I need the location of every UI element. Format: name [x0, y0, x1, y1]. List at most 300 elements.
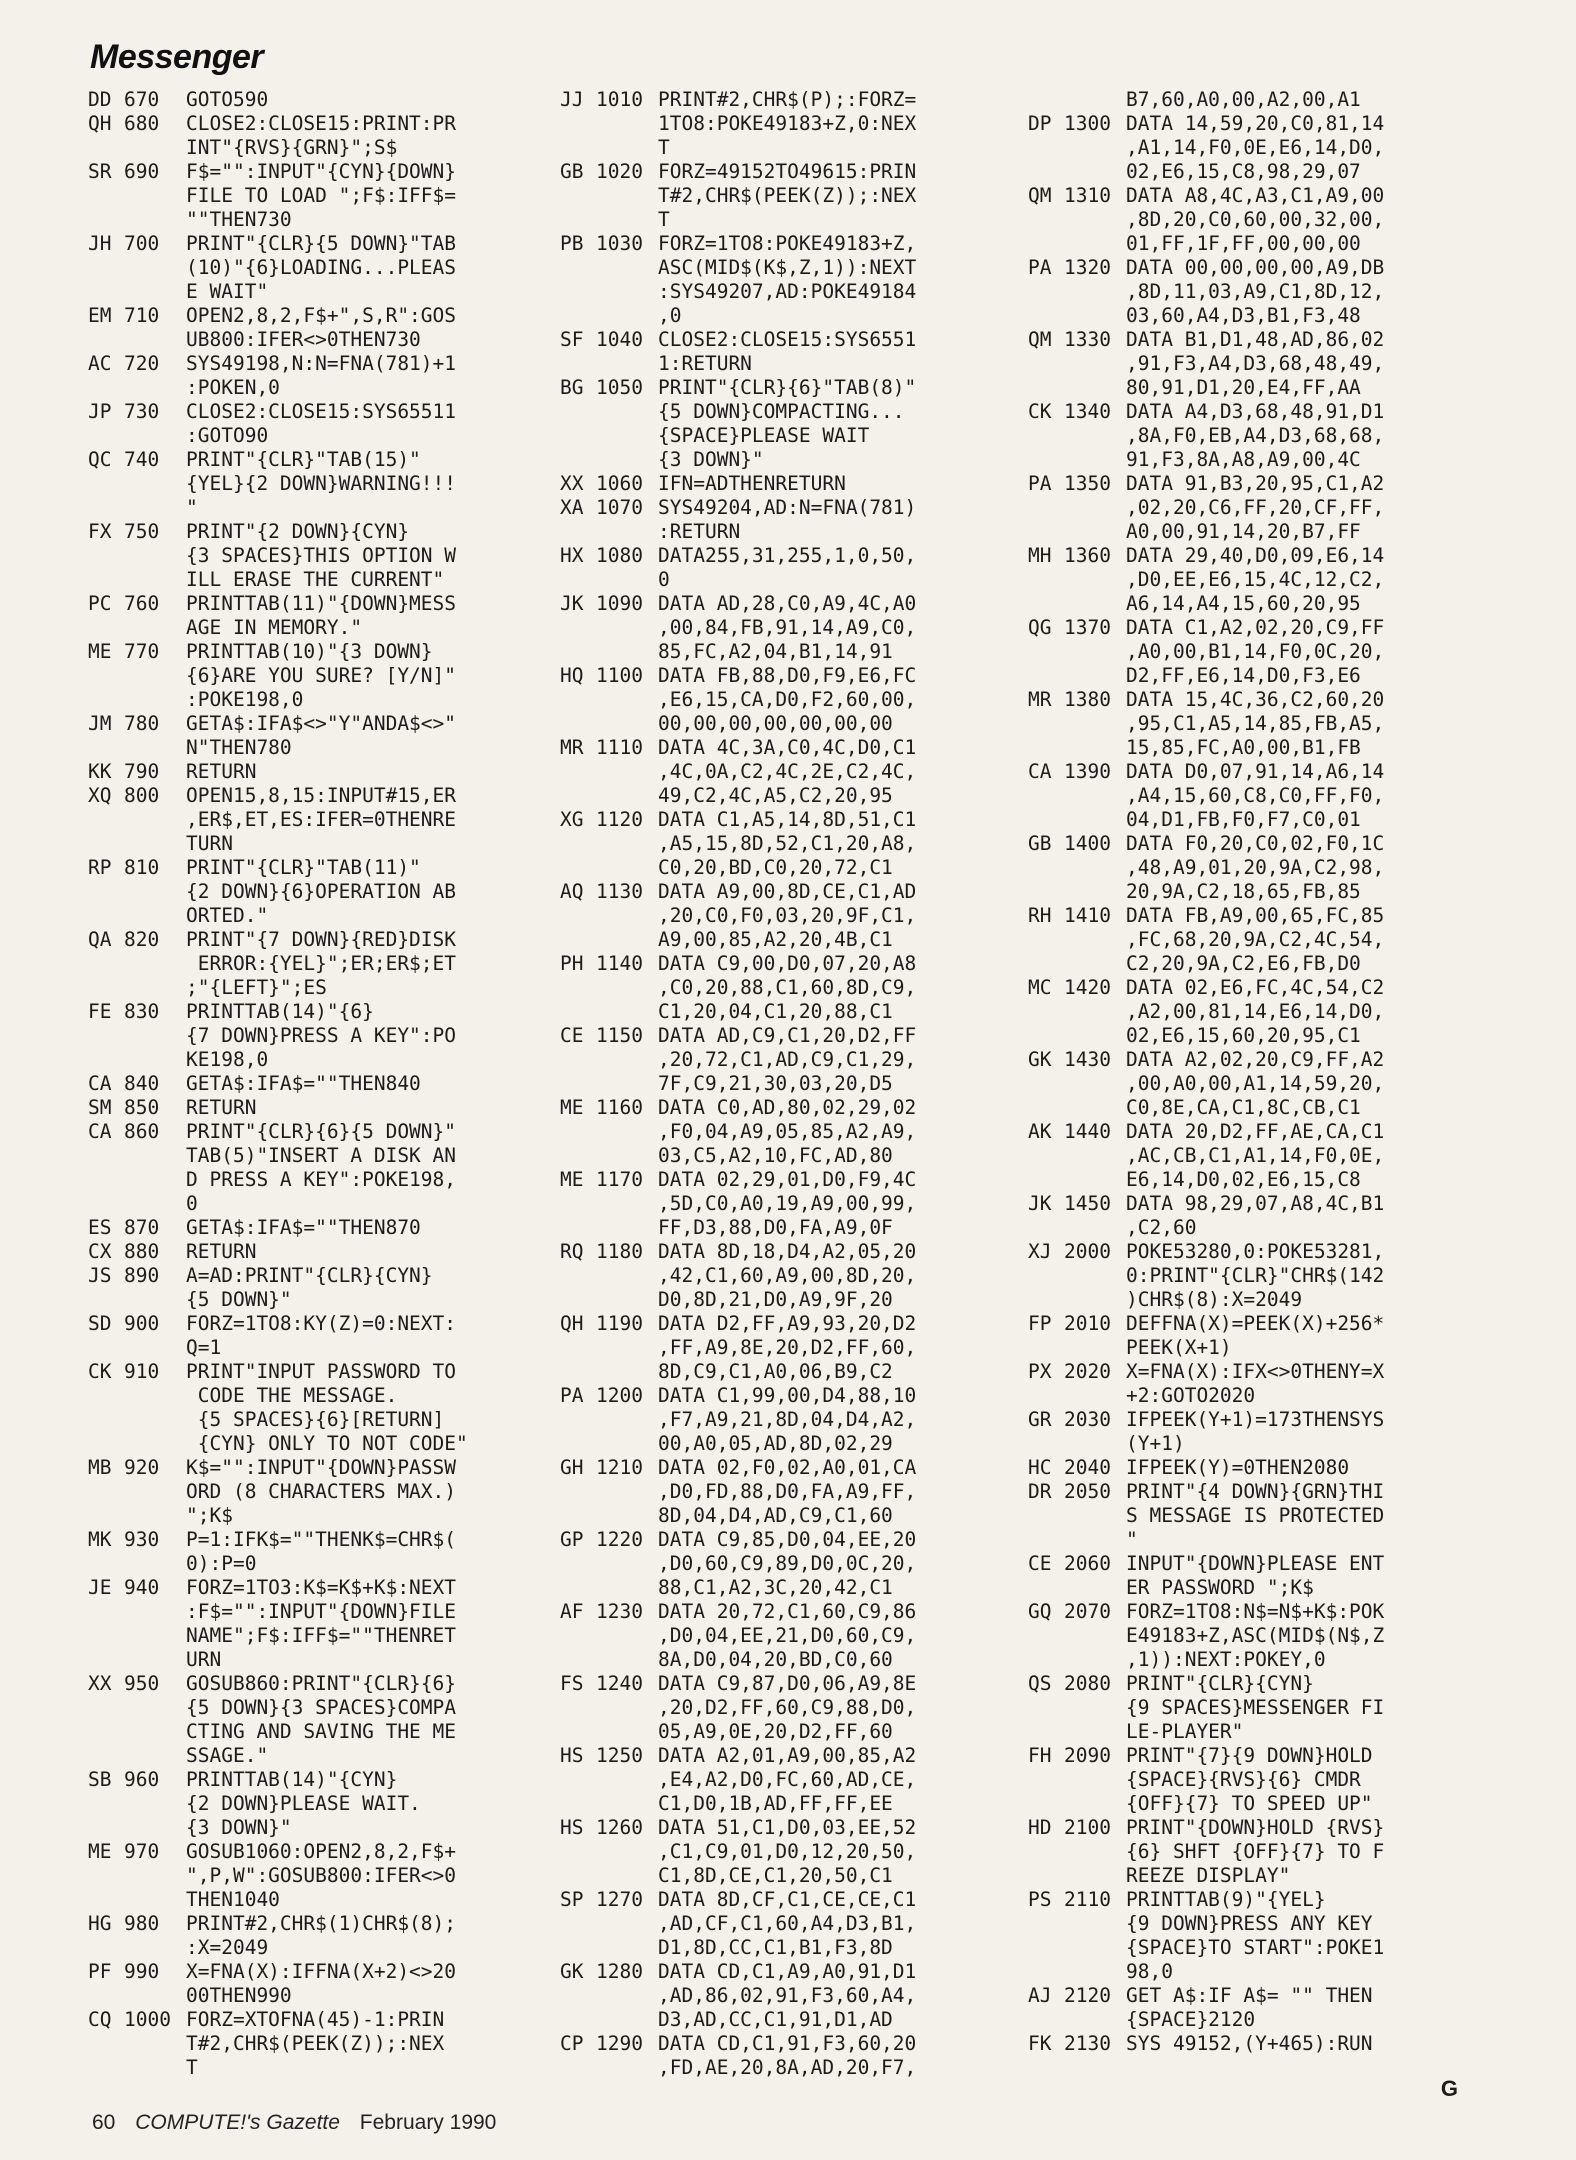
checksum-code: ES: [88, 1216, 112, 1239]
line-number: 1000: [124, 2008, 171, 2031]
statement-text: PRINT"{7}{9 DOWN}HOLD: [1126, 1744, 1373, 1767]
code-line: [560, 544, 1000, 568]
code-line: [88, 1552, 528, 1576]
checksum-code: EM: [88, 304, 112, 327]
statement-text: {2 DOWN}PLEASE WAIT.: [186, 1792, 421, 1815]
line-number: 1320: [1064, 256, 1111, 279]
statement-text: 98,0: [1126, 1960, 1173, 1983]
code-line: [1028, 88, 1468, 112]
statement-text: PRINTTAB(14)"{6}: [186, 1000, 374, 1023]
statement-text: 7F,C9,21,30,03,20,D5: [658, 1072, 893, 1095]
statement-text: DATA 14,59,20,C0,81,14: [1126, 112, 1385, 135]
statement-text: PRINT"{CLR}"TAB(15)": [186, 448, 421, 471]
code-line: [1028, 544, 1468, 568]
code-line: [560, 1360, 1000, 1384]
code-line: [560, 1864, 1000, 1888]
code-line: [1028, 1912, 1468, 1936]
code-line: [88, 1960, 528, 1984]
code-line: [88, 1480, 528, 1504]
code-line: [88, 928, 528, 952]
statement-text: {OFF}{7} TO SPEED UP": [1126, 1792, 1373, 1815]
checksum-code: CK: [1028, 400, 1052, 423]
line-number: 990: [124, 1960, 160, 1983]
checksum-code: JM: [88, 712, 112, 735]
checksum-code: BG: [560, 376, 584, 399]
code-line: [1028, 736, 1468, 760]
statement-text: X=FNA(X):IFX<>0THENY=X: [1126, 1360, 1385, 1383]
line-number: 2080: [1064, 1672, 1111, 1695]
line-number: 1060: [596, 472, 643, 495]
code-line: [88, 280, 528, 304]
statement-text: ,8A,F0,EB,A4,D3,68,68,: [1126, 424, 1385, 447]
line-number: 1020: [596, 160, 643, 183]
line-number: 1050: [596, 376, 643, 399]
statement-text: ,AD,CF,C1,60,A4,D3,B1,: [658, 1912, 917, 1935]
checksum-code: QG: [1028, 616, 1052, 639]
statement-text: CLOSE2:CLOSE15:SYS65511: [186, 400, 457, 423]
code-line: [1028, 400, 1468, 424]
statement-text: ,D0,04,EE,21,D0,60,C9,: [658, 1624, 917, 1647]
checksum-code: CP: [560, 2032, 584, 2055]
line-number: 730: [124, 400, 160, 423]
statement-text: {6} SHFT {OFF}{7} TO F: [1126, 1840, 1385, 1863]
line-number: 2130: [1064, 2032, 1111, 2055]
code-line: [560, 1936, 1000, 1960]
code-line: [88, 1600, 528, 1624]
code-line: [560, 376, 1000, 400]
code-line: [560, 1240, 1000, 1264]
statement-text: DATA A2,02,20,C9,FF,A2: [1126, 1048, 1385, 1071]
statement-text: PRINTTAB(9)"{YEL}: [1126, 1888, 1326, 1911]
statement-text: 1TO8:POKE49183+Z,0:NEX: [658, 112, 917, 135]
code-line: [560, 712, 1000, 736]
statement-text: 0: [186, 1192, 198, 1215]
code-line: [88, 1024, 528, 1048]
statement-text: T: [658, 208, 670, 231]
line-number: 1040: [596, 328, 643, 351]
code-line: [1028, 1408, 1468, 1432]
code-line: [88, 112, 528, 136]
statement-text: SYS49204,AD:N=FNA(781): [658, 496, 917, 519]
code-line: [88, 1120, 528, 1144]
code-line: [560, 568, 1000, 592]
statement-text: PRINT"{7 DOWN}{RED}DISK: [186, 928, 457, 951]
checksum-code: CE: [1028, 1552, 1052, 1575]
code-line: [1028, 1384, 1468, 1408]
statement-text: GOSUB1060:OPEN2,8,2,F$+: [186, 1840, 457, 1863]
statement-text: PRINT"INPUT PASSWORD TO: [186, 1360, 457, 1383]
line-number: 1210: [596, 1456, 643, 1479]
code-line: [88, 736, 528, 760]
statement-text: PRINT#2,CHR$(1)CHR$(8);: [186, 1912, 457, 1935]
statement-text: ,A4,15,60,C8,C0,FF,F0,: [1126, 784, 1385, 807]
code-line: [560, 520, 1000, 544]
statement-text: DATA 20,72,C1,60,C9,86: [658, 1600, 917, 1623]
statement-text: P=1:IFK$=""THENK$=CHR$(: [186, 1528, 457, 1551]
line-number: 1430: [1064, 1048, 1111, 1071]
code-line: [1028, 1096, 1468, 1120]
statement-text: E WAIT": [186, 280, 269, 303]
code-line: [1028, 640, 1468, 664]
statement-text: DATA D0,07,91,14,A6,14: [1126, 760, 1385, 783]
checksum-code: MR: [1028, 688, 1052, 711]
statement-text: (Y+1): [1126, 1432, 1185, 1455]
checksum-code: GK: [1028, 1048, 1052, 1071]
code-line: [1028, 256, 1468, 280]
statement-text: DATA255,31,255,1,0,50,: [658, 544, 917, 567]
code-line: [88, 568, 528, 592]
statement-text: RETURN: [186, 1096, 257, 1119]
statement-text: PRINT"{CLR}{CYN}: [1126, 1672, 1314, 1695]
code-line: [560, 2008, 1000, 2032]
statement-text: FILE TO LOAD ";F$:IFF$=: [186, 184, 457, 207]
statement-text: DATA A9,00,8D,CE,C1,AD: [658, 880, 917, 903]
line-number: 1010: [596, 88, 643, 111]
statement-text: ,FF,A9,8E,20,D2,FF,60,: [658, 1336, 917, 1359]
code-line: [88, 304, 528, 328]
statement-text: INPUT"{DOWN}PLEASE ENT: [1126, 1552, 1385, 1575]
checksum-code: DP: [1028, 112, 1052, 135]
statement-text: {5 DOWN}{3 SPACES}COMPA: [186, 1696, 457, 1719]
code-line: [560, 1840, 1000, 1864]
line-number: 970: [124, 1840, 160, 1863]
statement-text: DATA A8,4C,A3,C1,A9,00: [1126, 184, 1385, 207]
code-line: [88, 784, 528, 808]
statement-text: SSAGE.": [186, 1744, 269, 1767]
code-line: [560, 328, 1000, 352]
statement-text: ,FC,68,20,9A,C2,4C,54,: [1126, 928, 1385, 951]
checksum-code: SB: [88, 1768, 112, 1791]
code-line: [560, 424, 1000, 448]
statement-text: CLOSE2:CLOSE15:SYS6551: [658, 328, 917, 351]
code-line: [560, 808, 1000, 832]
statement-text: :POKE198,0: [186, 688, 304, 711]
statement-text: DATA 00,00,00,00,A9,DB: [1126, 256, 1385, 279]
statement-text: 01,FF,1F,FF,00,00,00: [1126, 232, 1361, 255]
statement-text: :RETURN: [658, 520, 741, 543]
checksum-code: PB: [560, 232, 584, 255]
line-number: 1160: [596, 1096, 643, 1119]
statement-text: ,20,72,C1,AD,C9,C1,29,: [658, 1048, 917, 1071]
checksum-code: GK: [560, 1960, 584, 1983]
code-line: [88, 376, 528, 400]
statement-text: POKE53280,0:POKE53281,: [1126, 1240, 1385, 1263]
line-number: 2000: [1064, 1240, 1111, 1263]
code-line: [560, 1264, 1000, 1288]
checksum-code: CK: [88, 1360, 112, 1383]
checksum-code: CA: [1028, 760, 1052, 783]
code-line: [1028, 616, 1468, 640]
checksum-code: DR: [1028, 1480, 1052, 1503]
line-number: 1390: [1064, 760, 1111, 783]
code-line: [1028, 1240, 1468, 1264]
checksum-code: QC: [88, 448, 112, 471]
statement-text: :F$="":INPUT"{DOWN}FILE: [186, 1600, 457, 1623]
code-line: [560, 208, 1000, 232]
checksum-code: AJ: [1028, 1984, 1052, 2007]
statement-text: GET A$:IF A$= "" THEN: [1126, 1984, 1373, 2007]
code-line: [88, 1336, 528, 1360]
checksum-code: XX: [88, 1672, 112, 1695]
code-line: [560, 1096, 1000, 1120]
code-line: [88, 1384, 528, 1408]
checksum-code: MC: [1028, 976, 1052, 999]
code-line: [1028, 1576, 1468, 1600]
checksum-code: HS: [560, 1816, 584, 1839]
checksum-code: MB: [88, 1456, 112, 1479]
line-number: 1410: [1064, 904, 1111, 927]
code-line: [1028, 1120, 1468, 1144]
line-number: 940: [124, 1576, 160, 1599]
checksum-code: AQ: [560, 880, 584, 903]
code-line: [560, 736, 1000, 760]
statement-text: D1,8D,CC,C1,B1,F3,8D: [658, 1936, 893, 1959]
code-line: [1028, 856, 1468, 880]
page-footer: [92, 2111, 496, 2135]
statement-text: DATA 02,E6,FC,4C,54,C2: [1126, 976, 1385, 999]
statement-text: Q=1: [186, 1336, 222, 1359]
statement-text: PRINTTAB(14)"{CYN}: [186, 1768, 398, 1791]
statement-text: DATA 29,40,D0,09,E6,14: [1126, 544, 1385, 567]
statement-text: PRINT"{CLR}{6}{5 DOWN}": [186, 1120, 457, 1143]
checksum-code: FP: [1028, 1312, 1052, 1335]
checksum-code: JS: [88, 1264, 112, 1287]
code-line: [560, 1144, 1000, 1168]
code-line: [560, 1648, 1000, 1672]
line-number: 1030: [596, 232, 643, 255]
checksum-code: QM: [1028, 184, 1052, 207]
code-line: [88, 1072, 528, 1096]
code-line: [88, 1624, 528, 1648]
statement-text: DATA D2,FF,A9,93,20,D2: [658, 1312, 917, 1335]
code-line: [88, 904, 528, 928]
statement-text: THEN1040: [186, 1888, 280, 1911]
statement-text: ,48,A9,01,20,9A,C2,98,: [1126, 856, 1385, 879]
code-line: [560, 304, 1000, 328]
code-line: [1028, 1792, 1468, 1816]
code-line: [1028, 1192, 1468, 1216]
statement-text: DATA C1,99,00,D4,88,10: [658, 1384, 917, 1407]
code-line: [560, 1384, 1000, 1408]
statement-text: PRINT"{DOWN}HOLD {RVS}: [1126, 1816, 1385, 1839]
code-line: [560, 1480, 1000, 1504]
statement-text: DATA C0,AD,80,02,29,02: [658, 1096, 917, 1119]
line-number: 1130: [596, 880, 643, 903]
statement-text: PRINT"{2 DOWN}{CYN}: [186, 520, 410, 543]
line-number: 2090: [1064, 1744, 1111, 1767]
code-line: [1028, 928, 1468, 952]
line-number: 1270: [596, 1888, 643, 1911]
code-line: [88, 1984, 528, 2008]
statement-text: {SPACE}{RVS}{6} CMDR: [1126, 1768, 1361, 1791]
line-number: 770: [124, 640, 160, 663]
statement-text: 8D,04,D4,AD,C9,C1,60: [658, 1504, 893, 1527]
statement-text: 1:RETURN: [658, 352, 752, 375]
code-line: [560, 184, 1000, 208]
code-line: [560, 400, 1000, 424]
statement-text: PRINT#2,CHR$(P);:FORZ=: [658, 88, 917, 111]
code-line: [560, 1000, 1000, 1024]
statement-text: DATA CD,C1,91,F3,60,20: [658, 2032, 917, 2055]
code-line: [560, 616, 1000, 640]
code-line: [560, 2056, 1000, 2080]
statement-text: RETURN: [186, 1240, 257, 1263]
statement-text: 05,A9,0E,20,D2,FF,60: [658, 1720, 893, 1743]
statement-text: {2 DOWN}{6}OPERATION AB: [186, 880, 457, 903]
line-number: 1360: [1064, 544, 1111, 567]
checksum-code: JH: [88, 232, 112, 255]
code-line: [1028, 1360, 1468, 1384]
checksum-code: GB: [560, 160, 584, 183]
code-line: [1028, 952, 1468, 976]
code-line: [1028, 304, 1468, 328]
code-line: [1028, 1072, 1468, 1096]
statement-text: DATA C1,A2,02,20,C9,FF: [1126, 616, 1385, 639]
statement-text: 8A,D0,04,20,BD,C0,60: [658, 1648, 893, 1671]
line-number: 860: [124, 1120, 160, 1143]
statement-text: AGE IN MEMORY.": [186, 616, 363, 639]
statement-text: GETA$:IFA$=""THEN840: [186, 1072, 421, 1095]
statement-text: ,00,84,FB,91,14,A9,C0,: [658, 616, 917, 639]
code-line: [88, 1216, 528, 1240]
statement-text: E6,14,D0,02,E6,15,C8: [1126, 1168, 1361, 1191]
checksum-code: GQ: [1028, 1600, 1052, 1623]
code-line: [1028, 1456, 1468, 1480]
statement-text: ,F7,A9,21,8D,04,D4,A2,: [658, 1408, 917, 1431]
checksum-code: CX: [88, 1240, 112, 1263]
checksum-code: RH: [1028, 904, 1052, 927]
code-line: [560, 1912, 1000, 1936]
code-line: [560, 1768, 1000, 1792]
statement-text: K$="":INPUT"{DOWN}PASSW: [186, 1456, 457, 1479]
code-line: [1028, 208, 1468, 232]
statement-text: C1,D0,1B,AD,FF,FF,EE: [658, 1792, 893, 1815]
statement-text: D3,AD,CC,C1,91,D1,AD: [658, 2008, 893, 2031]
code-line: [1028, 424, 1468, 448]
statement-text: ",P,W":GOSUB800:IFER<>0: [186, 1864, 457, 1887]
code-line: [88, 208, 528, 232]
checksum-code: DD: [88, 88, 112, 111]
code-line: [88, 160, 528, 184]
code-line: [88, 1240, 528, 1264]
statement-text: {SPACE}PLEASE WAIT: [658, 424, 870, 447]
statement-text: DATA 15,4C,36,C2,60,20: [1126, 688, 1385, 711]
code-line: [88, 496, 528, 520]
statement-text: 88,C1,A2,3C,20,42,C1: [658, 1576, 893, 1599]
statement-text: (10)"{6}LOADING...PLEAS: [186, 256, 457, 279]
line-number: 720: [124, 352, 160, 375]
statement-text: {YEL}{2 DOWN}WARNING!!!: [186, 472, 457, 495]
statement-text: {3 SPACES}THIS OPTION W: [186, 544, 457, 567]
statement-text: 49,C2,4C,A5,C2,20,95: [658, 784, 893, 807]
footer-page-number: 60: [92, 2111, 116, 2134]
checksum-code: MH: [1028, 544, 1052, 567]
statement-text: PRINT"{CLR}{5 DOWN}"TAB: [186, 232, 457, 255]
code-line: [1028, 1000, 1468, 1024]
code-line: [88, 544, 528, 568]
code-line: [560, 112, 1000, 136]
code-line: [88, 760, 528, 784]
statement-text: CLOSE2:CLOSE15:PRINT:PR: [186, 112, 457, 135]
statement-text: RETURN: [186, 760, 257, 783]
code-line: [1028, 1720, 1468, 1744]
statement-text: DEFFNA(X)=PEEK(X)+256*: [1126, 1312, 1385, 1335]
code-line: [88, 2008, 528, 2032]
statement-text: DATA FB,A9,00,65,FC,85: [1126, 904, 1385, 927]
statement-text: ,00,A0,00,A1,14,59,20,: [1126, 1072, 1385, 1095]
statement-text: {3 DOWN}": [186, 1816, 292, 1839]
code-line: [1028, 880, 1468, 904]
checksum-code: AC: [88, 352, 112, 375]
statement-text: GETA$:IFA$<>"Y"ANDA$<>": [186, 712, 457, 735]
checksum-code: QS: [1028, 1672, 1052, 1695]
code-line: [1028, 904, 1468, 928]
checksum-code: FE: [88, 1000, 112, 1023]
code-line: [88, 1360, 528, 1384]
code-line: [1028, 712, 1468, 736]
code-line: [560, 280, 1000, 304]
statement-text: DATA 20,D2,FF,AE,CA,C1: [1126, 1120, 1385, 1143]
statement-text: DATA 02,F0,02,A0,01,CA: [658, 1456, 917, 1479]
code-line: [1028, 1864, 1468, 1888]
code-line: [560, 1528, 1000, 1552]
statement-text: GETA$:IFA$=""THEN870: [186, 1216, 421, 1239]
code-line: [1028, 1960, 1468, 1984]
line-number: 810: [124, 856, 160, 879]
code-line: [88, 2056, 528, 2080]
statement-text: ,C0,20,88,C1,60,8D,C9,: [658, 976, 917, 999]
statement-text: ;"{LEFT}";ES: [186, 976, 327, 999]
line-number: 1120: [596, 808, 643, 831]
statement-text: ": [186, 496, 198, 519]
code-line: [560, 1720, 1000, 1744]
statement-text: 00,00,00,00,00,00,00: [658, 712, 893, 735]
line-number: 1190: [596, 1312, 643, 1335]
statement-text: {SPACE}2120: [1126, 2008, 1256, 2031]
code-line: [1028, 1648, 1468, 1672]
code-line: [560, 760, 1000, 784]
code-line: [560, 496, 1000, 520]
statement-text: {9 SPACES}MESSENGER FI: [1126, 1696, 1385, 1719]
code-line: [560, 1336, 1000, 1360]
code-line: [88, 712, 528, 736]
statement-text: :X=2049: [186, 1936, 269, 1959]
line-number: 910: [124, 1360, 160, 1383]
statement-text: DATA C1,A5,14,8D,51,C1: [658, 808, 917, 831]
checksum-code: MK: [88, 1528, 112, 1551]
checksum-code: XQ: [88, 784, 112, 807]
code-line: [560, 1024, 1000, 1048]
code-line: [560, 2032, 1000, 2056]
checksum-code: XG: [560, 808, 584, 831]
code-line: [88, 832, 528, 856]
line-number: 830: [124, 1000, 160, 1023]
statement-text: 8D,C9,C1,A0,06,B9,C2: [658, 1360, 893, 1383]
code-line: [1028, 664, 1468, 688]
code-line: [560, 1672, 1000, 1696]
code-line: [1028, 1288, 1468, 1312]
statement-text: ,D0,EE,E6,15,4C,12,C2,: [1126, 568, 1385, 591]
line-number: 800: [124, 784, 160, 807]
line-number: 790: [124, 760, 160, 783]
statement-text: 0: [658, 568, 670, 591]
checksum-code: HD: [1028, 1816, 1052, 1839]
statement-text: {7 DOWN}PRESS A KEY":PO: [186, 1024, 457, 1047]
statement-text: DATA 91,B3,20,95,C1,A2: [1126, 472, 1385, 495]
statement-text: 03,C5,A2,10,FC,AD,80: [658, 1144, 893, 1167]
statement-text: IFPEEK(Y)=0THEN2080: [1126, 1456, 1350, 1479]
statement-text: DATA C9,85,D0,04,EE,20: [658, 1528, 917, 1551]
